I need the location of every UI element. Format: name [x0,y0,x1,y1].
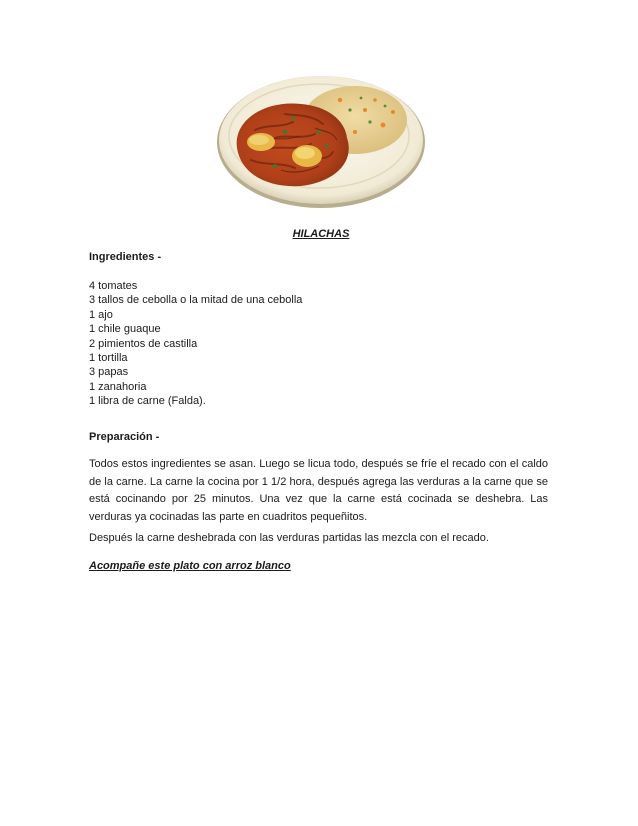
ingredients-heading: Ingredientes - [89,251,162,263]
ingredient-item: 1 ajo [89,308,113,321]
ingredients-list [89,279,302,409]
ingredient-item: 1 libra de carne (Falda). [89,395,206,408]
preparation-paragraph: Todos estos ingredientes se asan. Luego se licua todo, después se fríe el recado con el caldo de la carne. La carne la cocina por 1 1/2 hora, después agrega las verduras a la carne que se está cocinando por 25 minutos. Una vez que la carne está cocinada se deshebra. Las verduras ya cocinadas las parte en cuadritos pequeñitos. [89,458,548,523]
ingredient-item: 3 papas [89,366,129,379]
ingredient-item: 4 tomates [89,280,138,292]
preparation-heading: Preparación - [89,431,160,443]
ingredient-item: 2 pimientos de castilla [89,337,198,350]
dish-photo [215,70,427,210]
recipe-title: HILACHAS [292,228,350,240]
ingredient-item: 1 tortilla [89,351,128,364]
closing-note: Acompañe este plato con arroz blanco [89,560,291,572]
preparation-paragraph: Después la carne deshebrada con las verduras partidas las mezcla con el recado. [89,532,489,544]
ingredient-item: 1 chile guaque [89,323,161,336]
ingredient-item: 3 tallos de cebolla o la mitad de una cebolla [89,294,303,307]
ingredient-item: 1 zanahoria [89,380,147,393]
